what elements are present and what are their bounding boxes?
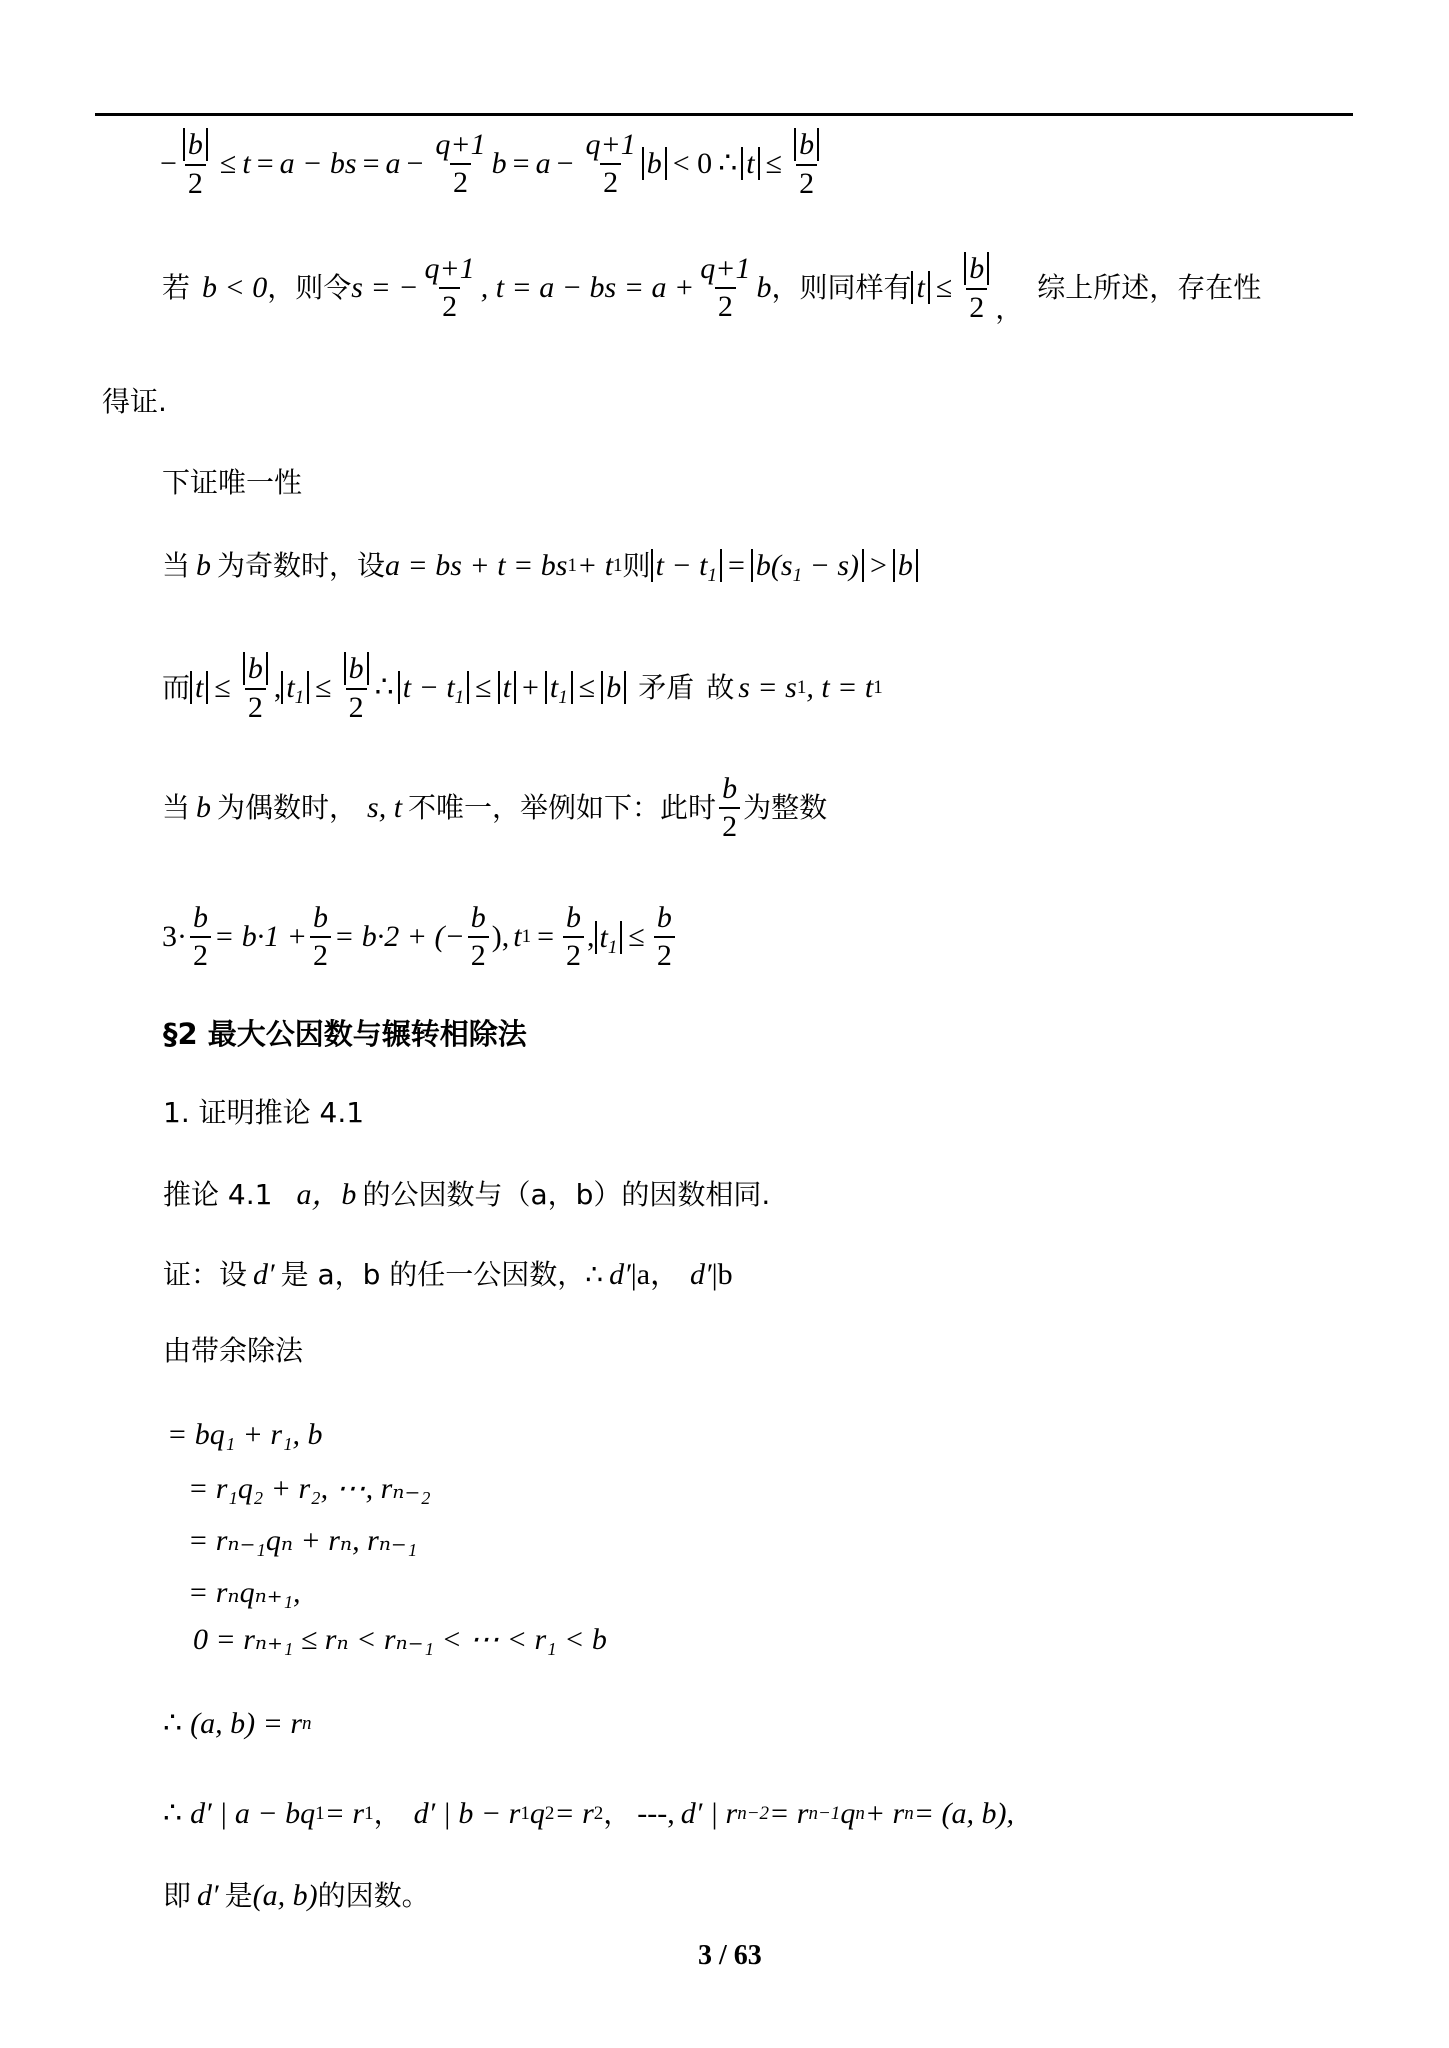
- proof-intro: 证：设 d′ 是 a，b 的任一公因数，∴ d′ |a， d′ |b: [163, 1258, 733, 1291]
- header-rule: [95, 113, 1353, 116]
- euclid-step-5: 0 = rₙ₊₁ ≤ rₙ < rₙ₋₁ < ⋯ < r₁ < b: [193, 1623, 607, 1656]
- fraction-abs-b-over-2: $\frac{b}{2}$: [240, 652, 271, 723]
- fraction-abs-b-over-2: $\frac{b}{2}$: [791, 128, 822, 199]
- corollary-statement: 推论 4.1 a，b 的公因数与（a，b）的因数相同.: [163, 1178, 771, 1211]
- paragraph-odd-case: 当 b 为奇数时，设 a = bs + t = bs 1 + t 1 则 $t - t_1$ = $b(s_1 - s)$ > b: [162, 549, 918, 582]
- fraction-q-plus-1-over-2: $\frac{q+1}{2}$: [585, 127, 636, 199]
- paragraph-proof-done: 得证.: [102, 385, 167, 418]
- section-title: §2 最大公因数与辗转相除法: [163, 1017, 527, 1051]
- fraction-abs-b-over-2: $\frac{b}{2}$: [961, 252, 992, 323]
- paragraph-even-case: 当 b 为偶数时， s, t 不唯一，举例如下：此时 $\frac{b}{2}$ 为整数: [162, 772, 828, 843]
- divisibility-chain: ∴ d′ | a − bq 1 = r 1 ， d′ | b − r 1 q 2 = r 2 ， ---, d′ | r n−2 = r n−1 q n + r n = (a, b),: [163, 1797, 1014, 1830]
- abs-b: b: [642, 147, 667, 180]
- formula-even-example: 3· $\frac{b}{2}$ = b·1 + $\frac{b}{2}$ = b·2 + (− $\frac{b}{2}$ ), t 1 = $\frac{b}{2}$ , $t_1$ ≤ $\frac{b}{2}$: [162, 903, 678, 971]
- list-item-1: 1. 证明推论 4.1: [163, 1096, 365, 1129]
- heading-uniqueness: 下证唯一性: [162, 466, 303, 499]
- conclusion: 即 d′ 是 (a, b) 的因数。: [163, 1879, 430, 1912]
- fraction-b-over-2: $\frac{b}{2}$: [719, 774, 740, 842]
- abs-t: t: [911, 271, 929, 304]
- euclid-step-3: = rₙ₋₁qₙ + rₙ, rₙ₋₁: [188, 1524, 418, 1557]
- abs-b: b: [893, 549, 918, 582]
- fraction-q-plus-1-over-2: $\frac{q+1}{2}$: [424, 251, 475, 323]
- division-algorithm-label: 由带余除法: [163, 1334, 304, 1367]
- fraction-q-plus-1-over-2: $\frac{q+1}{2}$: [700, 251, 751, 323]
- euclid-step-4: = rₙqₙ₊₁,: [188, 1576, 301, 1609]
- abs-b-s1-minus-s: $b(s_1 - s)$: [751, 549, 864, 582]
- gcd-equals-rn: ∴ (a, b) = r n: [163, 1707, 312, 1740]
- abs-b: b: [183, 128, 208, 161]
- fraction-q-plus-1-over-2: $\frac{q+1}{2}$: [435, 127, 486, 199]
- euclid-step-2: = r₁q₂ + r₂, ⋯, rₙ₋₂: [188, 1472, 431, 1505]
- page-number: 3 / 63: [698, 1940, 762, 1971]
- paragraph-contradiction: 而 t ≤ $\frac{b}{2}$ , $t_1$ ≤ $\frac{b}{2}$ ∴ $t - t_1$ ≤ t + $t_1$ ≤ b 矛盾 故 s = s 1 , t = t 1: [162, 652, 883, 724]
- fraction-abs-b-over-2: $\frac{b}{2}$: [180, 128, 211, 199]
- euclid-step-1: = bq₁ + r₁, b: [167, 1418, 323, 1451]
- abs-t-minus-t1: $t - t_1$: [651, 549, 722, 582]
- fraction-abs-b-over-2: $\frac{b}{2}$: [341, 652, 372, 723]
- formula-existence-bound: − $\frac{b}{2}$ ≤ t = a − bs = a − $\frac{q+1}{2}$ b = a − $\frac{q+1}{2}$ b < 0 ∴ t ≤ $\frac{b}{2}$: [160, 128, 825, 199]
- paragraph-case-b-negative: 若 b < 0 ，则令 s = − $\frac{q+1}{2}$ , t = a − bs = a + $\frac{q+1}{2}$ b ，则同样有 t ≤ $\frac{b}{2}$ ， 综上所述，存在性: [162, 251, 1262, 325]
- abs-t: t: [741, 147, 759, 180]
- minus-sign: −: [160, 146, 177, 180]
- therefore-symbol: ∴: [718, 146, 738, 180]
